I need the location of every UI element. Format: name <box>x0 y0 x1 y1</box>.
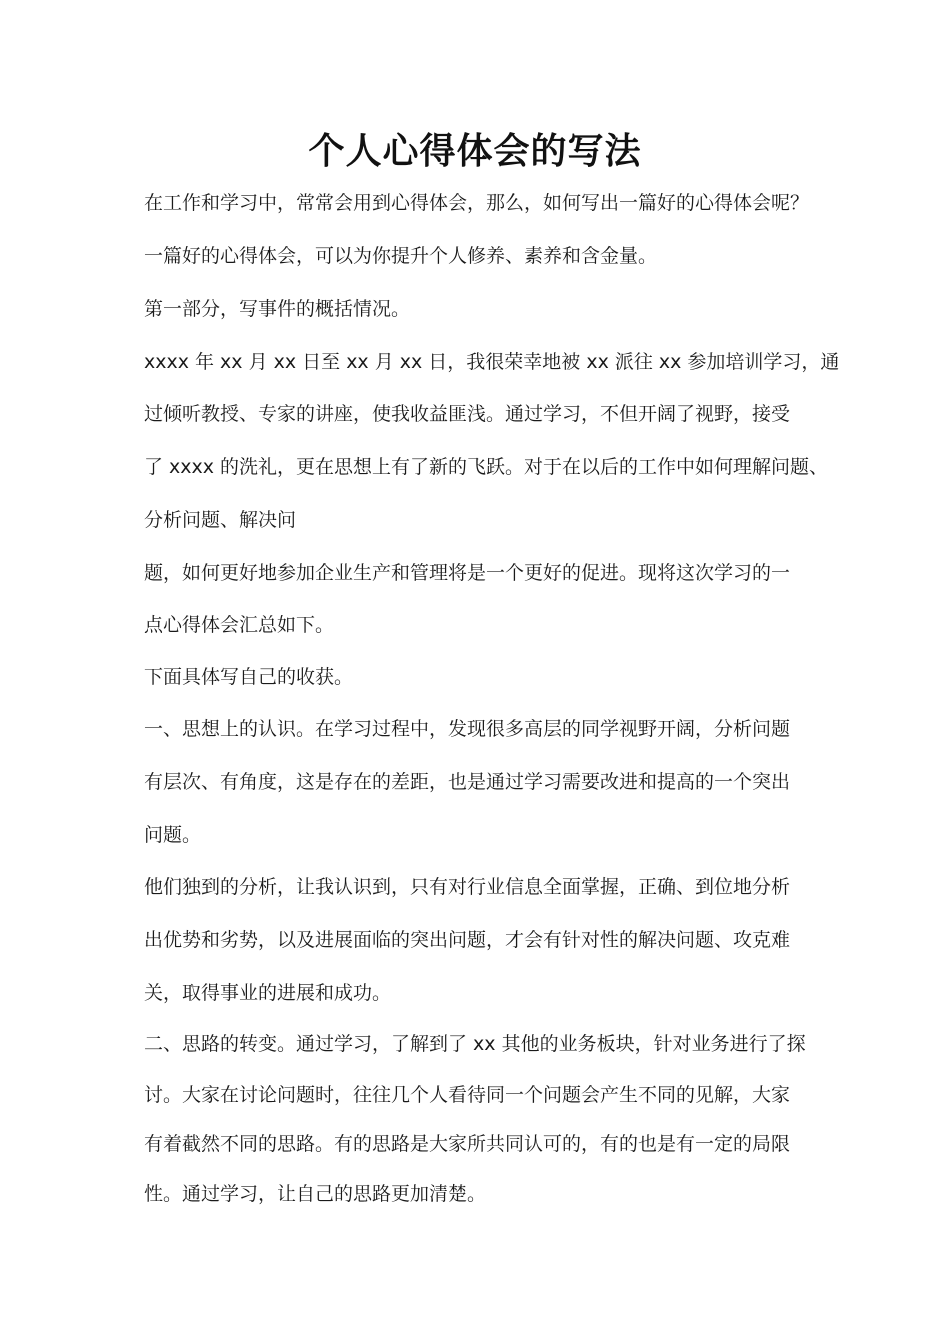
text-line: 第一部分，写事件的概括情况。 <box>144 298 411 320</box>
text-line: 一篇好的心得体会，可以为你提升个人修养、素养和含金量。 <box>144 245 658 267</box>
document-title: 个人心得体会的写法 <box>308 131 642 172</box>
text-line: 他们独到的分析，让我认识到，只有对行业信息全面掌握，正确、到位地分析 <box>144 876 791 898</box>
text-line: 讨。大家在讨论问题时，往往几个人看待同一个问题会产生不同的见解，大家 <box>144 1084 791 1106</box>
text-line: 题，如何更好地参加企业生产和管理将是一个更好的促进。现将这次学习的一 <box>144 562 791 584</box>
text-line: 分析问题、解决问 <box>144 509 297 531</box>
text-line: 了 xxxx 的洗礼，更在思想上有了新的飞跃。对于在以后的工作中如何理解问题、 <box>144 456 829 478</box>
text-line: 下面具体写自己的收获。 <box>144 666 354 688</box>
text-line: 二、思路的转变。通过学习，了解到了 xx 其他的业务板块，针对业务进行了探 <box>144 1033 806 1055</box>
text-line: 一、思想上的认识。在学习过程中，发现很多高层的同学视野开阔，分析问题 <box>144 718 791 740</box>
text-line: 有着截然不同的思路。有的思路是大家所共同认可的，有的也是有一定的局限 <box>144 1133 791 1155</box>
text-line: 在工作和学习中，常常会用到心得体会，那么，如何写出一篇好的心得体会呢？ <box>144 192 810 214</box>
text-line: 点心得体会汇总如下。 <box>144 614 335 636</box>
text-line: 有层次、有角度，这是存在的差距，也是通过学习需要改进和提高的一个突出 <box>144 771 791 793</box>
text-line: 问题。 <box>144 824 202 846</box>
text-line: 关，取得事业的进展和成功。 <box>144 982 392 1004</box>
text-line: 出优势和劣势，以及进展面临的突出问题，才会有针对性的解决问题、攻克难 <box>144 929 791 951</box>
text-line: 性。通过学习，让自己的思路更加清楚。 <box>144 1183 487 1205</box>
text-line: 过倾听教授、专家的讲座，使我收益匪浅。通过学习，不但开阔了视野，接受 <box>144 403 791 425</box>
text-line: xxxx 年 xx 月 xx 日至 xx 月 xx 日，我很荣幸地被 xx 派往 xx 参加培训学习，通 <box>144 351 840 373</box>
